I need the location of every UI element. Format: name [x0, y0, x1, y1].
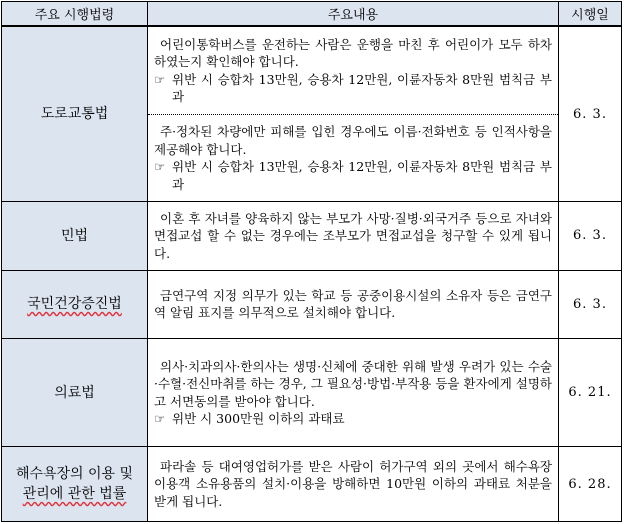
- penalty-text: 위반 시 300만원 이하의 과태료: [172, 411, 345, 427]
- effective-date: 6. 3.: [559, 270, 622, 338]
- content-cell: [148, 202, 559, 270]
- content-cell: [148, 26, 559, 115]
- pointing-hand-icon: ☞: [154, 71, 166, 87]
- law-name-line-1: 해수욕장의 이용 및: [15, 466, 134, 483]
- penalty-text: 위반 시 승합차 13만원, 승용차 12만원, 이륜자동차 8만원 범칙금 부과: [172, 71, 552, 105]
- content-cell: [148, 338, 559, 447]
- penalty-note: [154, 71, 552, 106]
- content-cell: [148, 270, 559, 338]
- pointing-hand-icon: ☞: [154, 411, 166, 427]
- effective-date: 6. 28.: [559, 447, 622, 522]
- law-name: 의료법: [2, 338, 148, 447]
- table-row: [2, 447, 622, 522]
- table-row: [2, 202, 622, 270]
- table-row: [2, 338, 622, 447]
- content-text: 파라솔 등 대여영업허가를 받은 사람이 허가구역 외의 곳에서 해수욕장 이용객 소유용품의 설치·이용을 방해하면 10만원 이하의 과태료 처분을 받게 됩니다.: [154, 458, 552, 509]
- content-text: 금연구역 지정 의무가 있는 학교 등 공중이용시설의 소유자 등은 금연구역 알림 표지를 의무적으로 설치해야 합니다.: [154, 287, 552, 321]
- header-date: 시행일: [559, 2, 622, 26]
- content-text: 이혼 후 자녀를 양육하지 않는 부모가 사망·질병·외국거주 등으로 자녀와 면접교섭 할 수 없는 경우에는 조부모가 면접교섭을 청구할 수 있게 됩니다.: [154, 210, 552, 261]
- header-law: 주요 시행법령: [2, 2, 148, 26]
- table-row: [2, 26, 622, 115]
- penalty-note: [154, 158, 552, 193]
- header-content: 주요내용: [148, 2, 559, 26]
- header-row: [2, 2, 622, 26]
- table-row: [2, 270, 622, 338]
- penalty-text: 위반 시 승합차 13만원, 승용차 12만원, 이륜자동차 8만원 범칙금 부과: [172, 159, 552, 192]
- law-changes-table: [1, 1, 622, 522]
- law-name: 민법: [2, 202, 148, 270]
- content-cell: [148, 115, 559, 202]
- law-name-cell: [2, 447, 148, 522]
- effective-date: 6. 3.: [559, 202, 622, 270]
- effective-date: 6. 3.: [559, 26, 622, 202]
- law-name-line-2: 관리에 관한 법률: [22, 486, 127, 503]
- content-cell: [148, 447, 559, 522]
- penalty-note: [154, 410, 552, 428]
- content-text: 어린이통학버스를 운전하는 사람은 운행을 마친 후 어린이가 모두 하차하였는지 확인해야 합니다.: [154, 36, 552, 70]
- law-name: 도로교통법: [2, 26, 148, 202]
- effective-date: 6. 21.: [559, 338, 622, 447]
- law-name-cell: [2, 270, 148, 338]
- content-text: 의사·치과의사·한의사는 생명·신체에 중대한 위해 발생 우려가 있는 수술·수혈·전신마취를 하는 경우, 그 필요성·방법·부작용 등을 환자에게 설명하고 서면동의를 받아야 합니다.: [154, 358, 552, 409]
- pointing-hand-icon: ☞: [154, 159, 166, 175]
- law-name: 국민건강증진법: [27, 296, 122, 313]
- content-text: 주·정차된 차량에만 피해를 입힌 경우에도 이름·전화번호 등 인적사항을 제공해야 합니다.: [154, 124, 552, 157]
